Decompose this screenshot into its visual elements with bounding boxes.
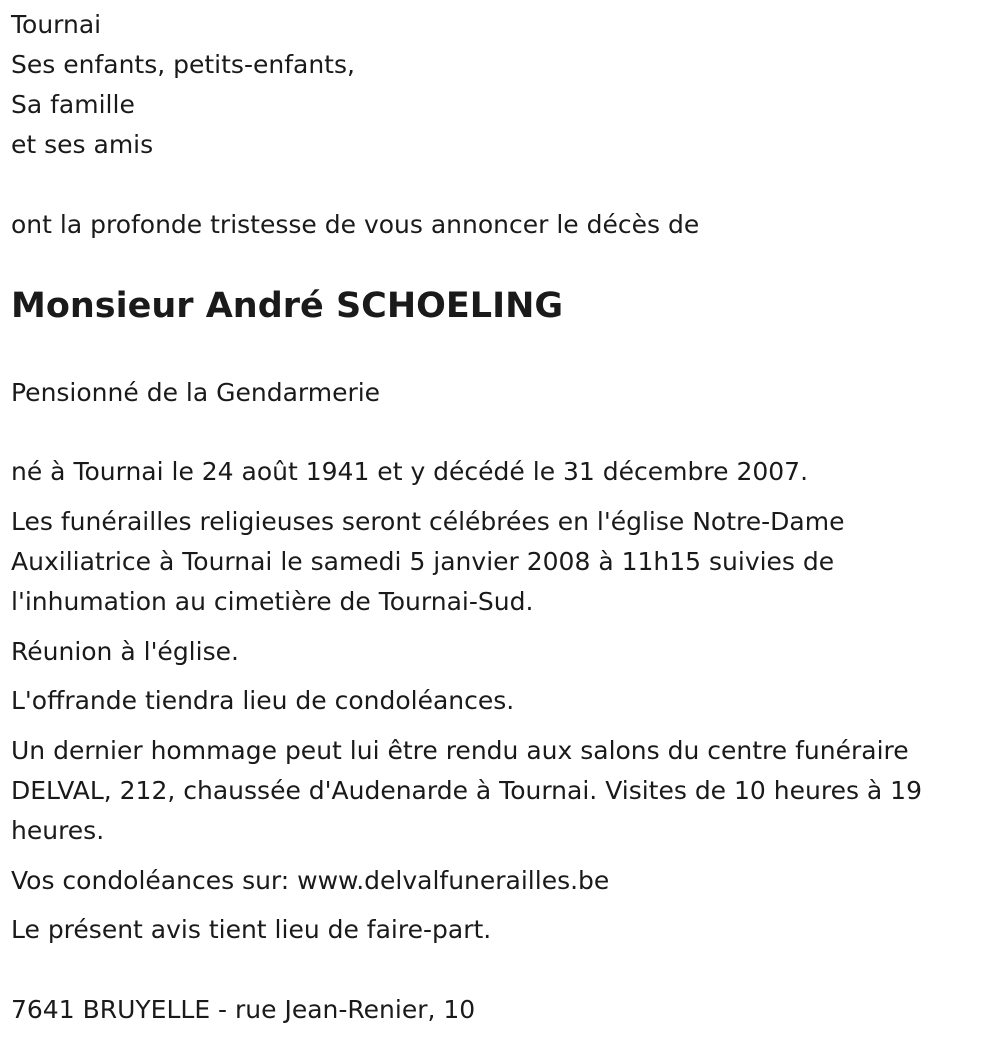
family-relatives: Sa famille <box>11 90 135 119</box>
family-children: Ses enfants, petits-enfants, <box>11 50 355 79</box>
meeting-text: Réunion à l'église. <box>11 637 239 666</box>
deceased-title: Pensionné de la Gendarmerie <box>11 378 381 407</box>
deceased-name: Monsieur André SCHOELING <box>11 286 564 326</box>
announcement-text: ont la profonde tristesse de vous annoncer le décès de <box>11 210 700 239</box>
funeral-text: Les funérailles religieuses seront célébrées en l'église Notre-Dame Auxiliatrice à Tournai le samedi 5 janvier 2008 à 11h15 suivies de l'inhumation au cimetière de Tournai-Sud. <box>11 507 845 616</box>
tribute-text: Un dernier hommage peut lui être rendu aux salons du centre funéraire DELVAL, 212, chaussée d'Audenarde à Tournai. Visites de 10 heures à 19 heures. <box>11 736 922 845</box>
condolences-text: Vos condoléances sur: www.delvalfunerailles.be <box>11 866 610 895</box>
birth-death-text: né à Tournai le 24 août 1941 et y décédé le 31 décembre 2007. <box>11 457 809 486</box>
notice-text: Le présent avis tient lieu de faire-part. <box>11 915 492 944</box>
family-friends: et ses amis <box>11 130 154 159</box>
family-location: Tournai <box>11 10 102 39</box>
family-address: 7641 BRUYELLE - rue Jean-Renier, 10 <box>11 995 476 1024</box>
offering-text: L'offrande tiendra lieu de condoléances. <box>11 686 515 715</box>
